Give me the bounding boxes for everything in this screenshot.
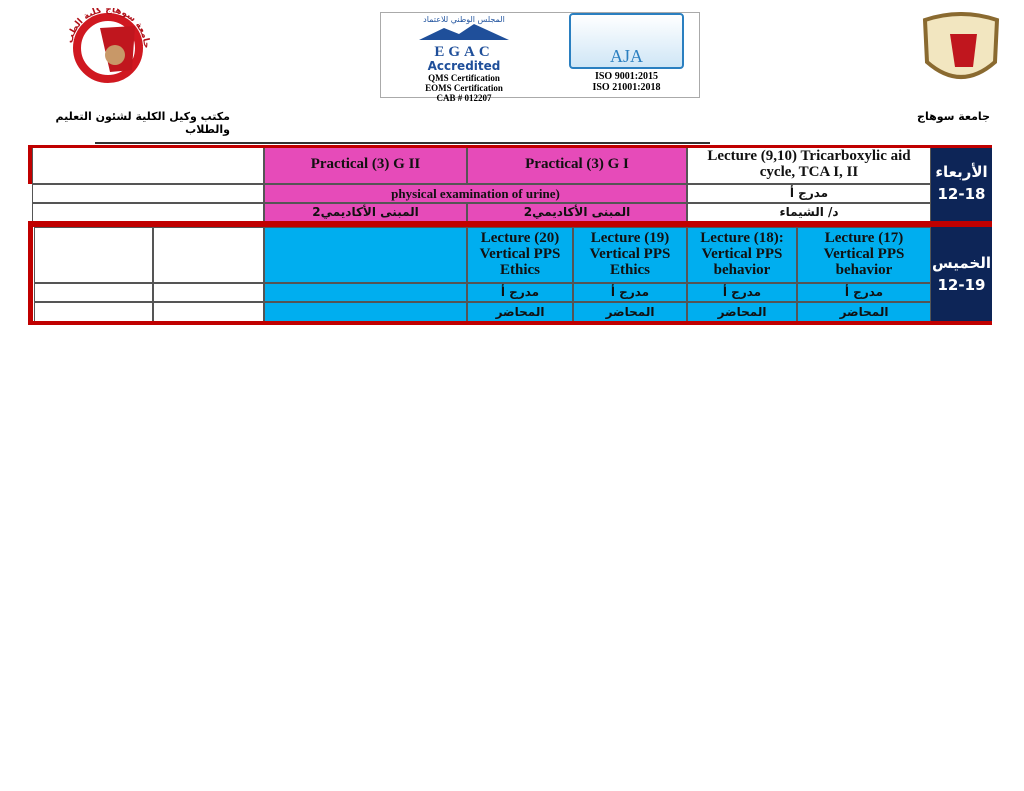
accreditation-box xyxy=(380,12,700,103)
empty-cell xyxy=(264,302,467,322)
empty-cell xyxy=(34,302,153,322)
divider xyxy=(95,142,710,144)
day-name: الأربعاء xyxy=(935,163,988,182)
aja-logo: AJA xyxy=(569,13,684,69)
lecture-19-lecturer: المحاضر xyxy=(573,302,687,322)
university-logo xyxy=(915,12,1007,90)
practical-topic: physical examination of urine) xyxy=(264,184,687,203)
day-date: 12-19 xyxy=(937,275,986,294)
lecture-20-title: Lecture (20) Vertical PPS Ethics xyxy=(467,227,573,283)
practical-g2-place: المبنى الأكاديمي2 xyxy=(264,203,467,222)
faculty-logo-text: جامعة سوهاج كلية الطب xyxy=(65,8,152,49)
empty-cell xyxy=(34,227,153,283)
university-name: جامعة سوهاج xyxy=(917,110,990,123)
office-name: مكتب وكيل الكلية لشئون التعليم والطلاب xyxy=(55,110,230,136)
empty-cell xyxy=(32,184,264,203)
iso-21001: ISO 21001:2018 xyxy=(592,82,661,93)
empty-cell xyxy=(32,146,264,184)
faculty-logo xyxy=(60,8,170,88)
practical-g2-title: Practical (3) G II xyxy=(264,146,467,184)
empty-cell xyxy=(264,227,467,283)
empty-cell xyxy=(34,283,153,302)
empty-cell xyxy=(264,283,467,302)
lecture-20-hall: مدرج أ xyxy=(467,283,573,302)
day-name: الخميس xyxy=(932,253,991,272)
lecture-19-hall: مدرج أ xyxy=(573,283,687,302)
practical-g1-place: المبنى الأكاديمي2 xyxy=(467,203,687,222)
day-date: 12-18 xyxy=(937,185,986,203)
iso-9001: ISO 9001:2015 xyxy=(594,71,659,82)
lecture-17-hall: مدرج أ xyxy=(797,283,931,302)
lecture-20-lecturer: المحاضر xyxy=(467,302,573,322)
lecture-18-title: Lecture (18): Vertical PPS behavior xyxy=(687,227,797,283)
empty-cell xyxy=(153,227,264,283)
lecture-17-title: Lecture (17) Vertical PPS behavior xyxy=(797,227,931,283)
lecture-hall: مدرج أ xyxy=(687,184,931,203)
empty-cell xyxy=(32,203,264,222)
day-cell-wednesday xyxy=(931,146,992,222)
egac-logo: المجلس الوطني للاعتماد EGAC Accredited QMS Certification EOMS Certification CAB # 012207 xyxy=(389,15,539,103)
day-cell-thursday xyxy=(931,227,992,322)
lecture-19-title: Lecture (19) Vertical PPS Ethics xyxy=(573,227,687,283)
lecture-18-lecturer: المحاضر xyxy=(687,302,797,322)
empty-cell xyxy=(153,283,264,302)
lecture-lecturer: د/ الشيماء xyxy=(687,203,931,222)
practical-g1-title: Practical (3) G I xyxy=(467,146,687,184)
lecture-title: Lecture (9,10) Tricarboxylic aid cycle, TCA I, II xyxy=(687,146,931,184)
empty-cell xyxy=(153,302,264,322)
lecture-18-hall: مدرج أ xyxy=(687,283,797,302)
lecture-17-lecturer: المحاضر xyxy=(797,302,931,322)
